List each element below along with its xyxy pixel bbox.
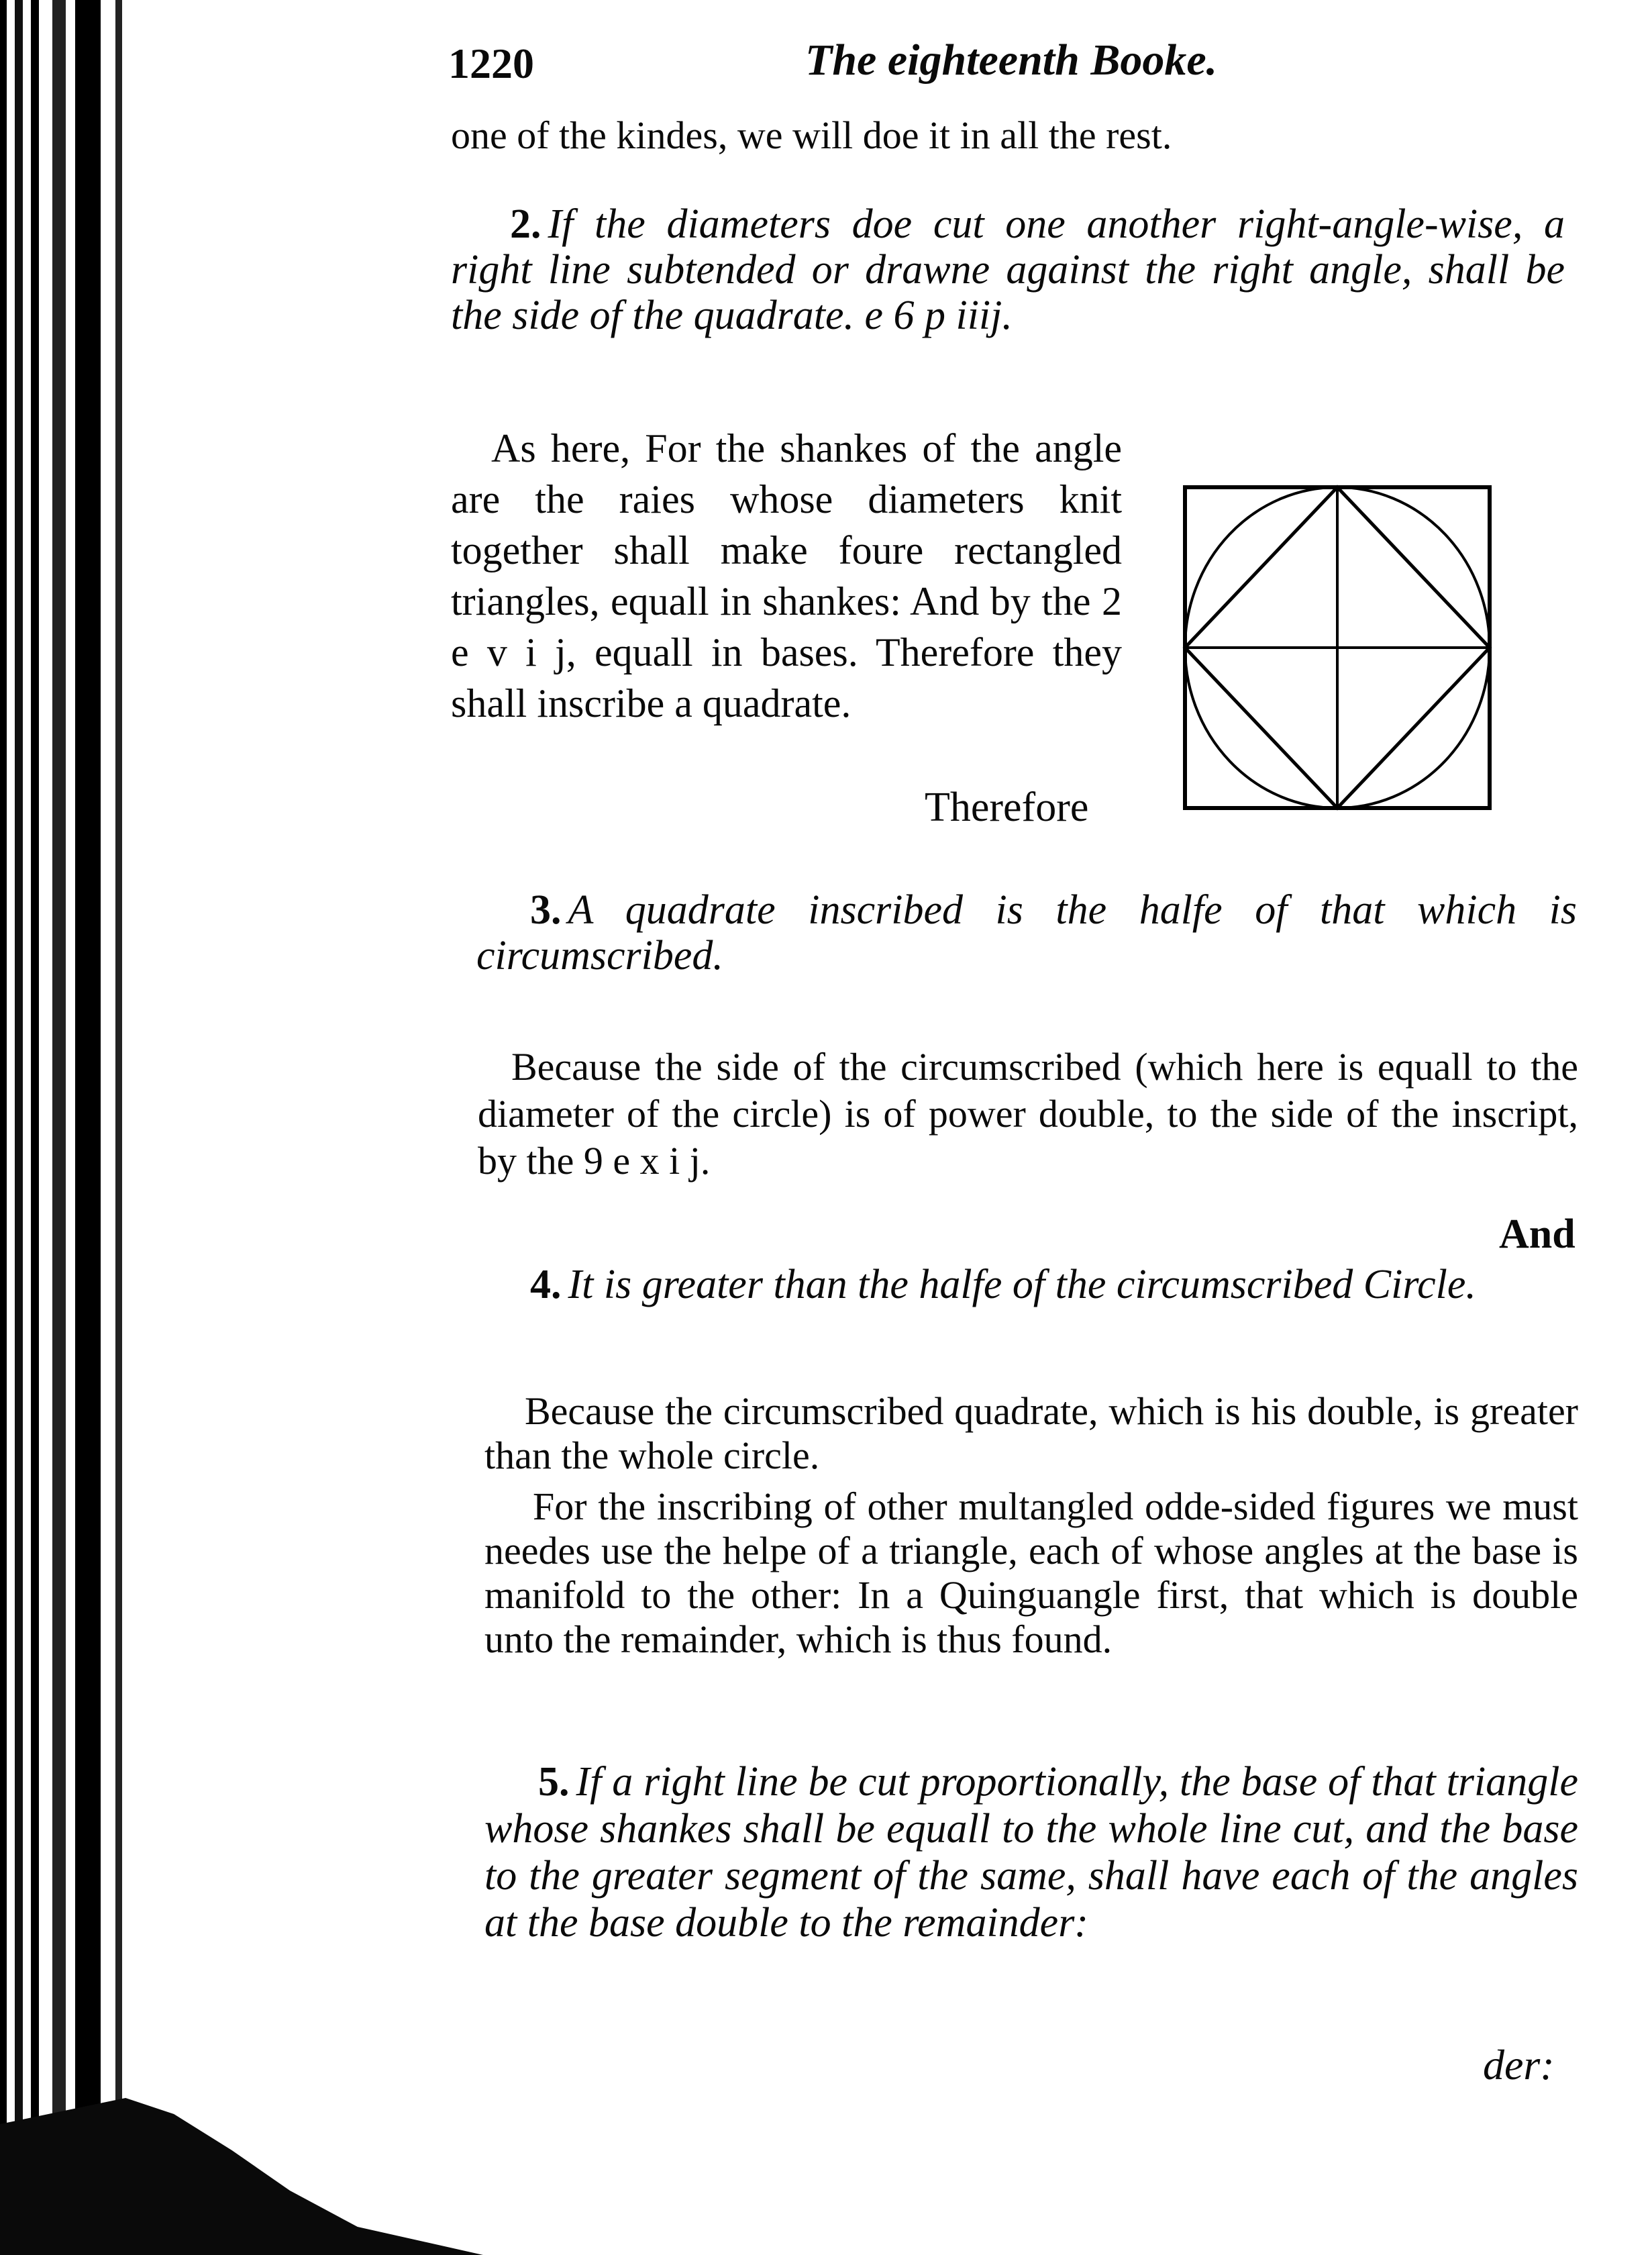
proposition-3-text: A quadrate inscribed is the halfe of that which is circumscribed.: [476, 887, 1577, 979]
proposition-5-statement: [484, 1758, 1578, 1946]
running-header: The eighteenth Booke.: [805, 36, 1218, 85]
page-number: 1220: [448, 40, 534, 87]
proposition-4-explanation: Because the circumscribed quadrate, which is his double, is greater than the whole circle.: [484, 1389, 1578, 1477]
proposition-5-number: 5.: [538, 1759, 570, 1805]
proposition-4-statement: [470, 1262, 1577, 1307]
proposition-2-number: 2.: [510, 201, 541, 247]
catchword-therefore: Therefore: [925, 785, 1089, 830]
proposition-3-explanation: Because the side of the circumscribed (which here is equall to the diameter of the circle) is of power double, to the side of the inscript, by the 9 e x i j.: [478, 1045, 1578, 1183]
proposition-3-statement: [476, 887, 1577, 979]
book-gutter: [0, 0, 127, 2255]
catchword-der: der:: [1483, 2041, 1555, 2089]
proposition-5-text: If a right line be cut proportionally, the base of that triangle whose shankes shall be equall to the whole line cut, and the base to the greater segment of the same, shall have each of the angles at the base double to the remainder:: [484, 1759, 1578, 1946]
proposition-2-explanation: As here, For the shankes of the angle are the raies whose diameters knit together shall make foure rectangled triangles, equall in shankes: And by the 2 e v i j, equall in bases. Therefore they shall inscribe a quadrate.: [451, 426, 1122, 725]
proposition-4-text: It is greater than the halfe of the circumscribed Circle.: [568, 1262, 1476, 1307]
continuation-line: one of the kindes, we will doe it in all the rest.: [451, 113, 1172, 157]
inscribed-quadrate-figure: [1181, 483, 1494, 812]
catchword-and: And: [1499, 1211, 1576, 1257]
multangle-note: For the inscribing of other multangled odde-sided figures we must needes use the helpe of a triangle, each of whose angles at the base is manifold to the other: In a Quinguangle first, that which is double unto the remainder, which is thus found.: [484, 1485, 1578, 1661]
proposition-2-statement: [451, 201, 1565, 338]
proposition-3-number: 3.: [530, 887, 562, 933]
proposition-2-text: If the diameters doe cut one another right-angle-wise, a right line subtended or drawne against the right angle, shall be the side of the quadrate. e 6 p iiij.: [451, 201, 1565, 338]
proposition-4-number: 4.: [530, 1262, 562, 1307]
